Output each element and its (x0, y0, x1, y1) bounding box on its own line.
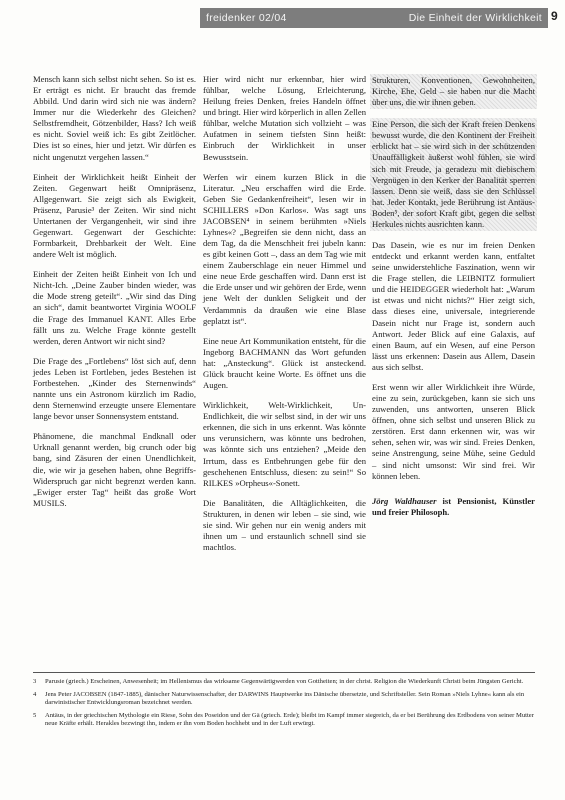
article-title: Die Einheit der Wirklichkeit (408, 12, 542, 24)
author-bio: ist Pensionist, Künstler und freier Philosoph. (372, 495, 535, 517)
page-number: 9 (551, 9, 558, 23)
footnote-text: Jens Peter JACOBSEN (1847-1885), dänischer Naturwissenschafter, der DARWINS Hauptwerke ins Dänische übersetzte, und Schriftsteller. Sein Roman »Niels Lyhne« kann als ein darwinistischer Entwicklungsroman bezeichnet werden. (45, 690, 525, 707)
footnote-number: 3 (33, 678, 37, 685)
page-header (200, 8, 548, 28)
paragraph: Die Banalitäten, die Alltäglichkeiten, die Strukturen, in denen wir leben – sie sind, wie sie sind. Wir gehen nur ein wenig anders mit ihnen um – und erstaunlich schnell sind sie machtlos. (203, 497, 366, 553)
footnote (33, 712, 535, 729)
footnote-text: Antäus, in der griechischen Mythologie ein Riese, Sohn des Poseidon und der Gä (griech. Erde); bleibt im Kampf immer siegreich, da er bei Berührung des Erdbodens von seiner Mutter neue Kräfte erhält. Herakles bezwingt ihn, indem er ihn vom Boden hochhebt und in der Luft erwürgt. (45, 711, 534, 728)
footnote (33, 678, 535, 687)
paragraph: Erst wenn wir aller Wirklichkeit ihre Würde, eine zu sein, zurückgeben, kann sie sich uns zuwenden, uns antworten, unseren Blick öffnen, ohne sich selbst und unseren Blick zu zerstören. Erst dann erkennen wir, was wir sehen, sehen wir, was wir sind. Freies Denken, seine Anstrengung, seine Mühe, seine Geduld – sind nicht umsonst: Wir sind frei. Wir können leben. (372, 381, 535, 481)
paragraph: Die Frage des „Fortlebens“ löst sich auf, denn jedes Leben ist Fortleben, jedes Bestehen ist Fortbestehen. „Kinder des Sternenwinds“ nannte uns ein Astronom kürzlich im Radio, denn Sternenwind erzeugte unsere Elementare lange bevor unser Sonnensystem entstand. (33, 355, 196, 422)
paragraph: Das Dasein, wie es nur im freien Denken entdeckt und erkannt werden kann, entfaltet seine unwiderstehliche Faszination, wenn wir die Frage stellen, die LEIBNITZ formuliert und die HEIDEGGER wiederholt hat: „Warum ist etwas und nicht nichts?“ Hier zeigt sich, dass dieses eine, universale, integrierende Dasein nicht nur Frage ist, sondern auch Antwort. Jeder Blick auf eine Galaxis, auf einen Baum, auf ein Wesen, auf eine Person lässt uns erkennen: Dasein aus Allem, Dasein aus sich selbst. (372, 240, 535, 372)
magazine-issue: freidenker 02/04 (206, 12, 287, 24)
paragraph: Hier wird nicht nur erkennbar, hier wird fühlbar, welche Lösung, Erleichterung, Heilung freies Denken, freies Handeln öffnet und bringt. Hier wird körperlich in allen Zellen fühlbar, welche Mutation sich vollzieht – was Aufatmen in seinem tiefsten Sinn heißt: Einbruch der Wirklichkeit in unser Bewusstsein. (203, 74, 366, 162)
paragraph: Werfen wir einem kurzen Blick in die Literatur. „Neu erschaffen wird die Erde. Geben Sie Gedankenfreiheit“, lesen wir in SCHILLERS »Don Karlos«. Was sagt uns JACOBSEN⁴ in seinem berühmten »Niels Lyhnes«? „Begreifen sie denn nicht, dass an dem Tag, da die Menschheit frei jubeln kann: es gibt keinen Gott –, dass an dem Tag wie mit einem Zauberschlage ein neuer Himmel und eine neue Erde geschaffen wird. Dann erst ist die Erde unser und wir gehören der Erde, wenn jene Welt der dunklen Seligkeit und der Verdammnis da draußen wie eine Blase geplatzt ist“. (203, 171, 366, 326)
footnote-text: Parusie (griech.) Erscheinen, Anwesenheit; im Hellenismus das wirksame Gegenwärtigwerden von Gottheiten; in der christ. Religion die Wiederkunft Christi beim Jüngsten Gericht. (45, 678, 524, 685)
paragraph: Eine neue Art Kommunikation entsteht, für die Ingeborg BACHMANN das Wort gefunden hat: „Ansteckung“. Glück ist ansteckend. Glück braucht keine Worte. Es öffnet uns die Augen. (203, 335, 366, 391)
author-name: Jörg Waldhauser (372, 495, 437, 506)
footnote-number: 5 (33, 711, 37, 719)
paragraph: Wirklichkeit, Welt-Wirklichkeit, Un-Endlichkeit, die wir selbst sind, in der wir uns erkennen, die sich in uns erkennt. Was könnte uns verunsichern, was könnte uns bedrohen, was könnte sich uns entziehen? „Meide den Irrtum, dass es Entbehrungen gebe für den geschehenen Entschluss, diesen: zu sein!“ So RILKES »Orpheus«-Sonett. (203, 400, 366, 488)
article-column-3 (372, 74, 535, 527)
paragraph: Einheit der Zeiten heißt Einheit von Ich und Nicht-Ich. „Deine Zauber binden wieder, was die Mode streng geteilt“. „Wir sind das Ding an sich“, damit beantwortet Virginia WOOLF die Frage des Immanuel KANT. Alles Erbe fällt uns zu. Welche Frage könnte gestellt werden, deren Antwort wir nicht sind? (33, 269, 196, 346)
article-column-1 (33, 74, 196, 518)
paragraph: Mensch kann sich selbst nicht sehen. So ist es. Er erträgt es nicht. Er braucht das fremde Abbild. Und darin wird sich nie was ändern? Immer nur die Wiederkehr des Gleichen? Selbstfremdheit, Götzenbilder, Hass? Ich weiß es nicht. Soviel weiß ich: Es gibt Zeitlöcher. Dies ist so eines, hier und jetzt. Wir dürfen es nicht ungenutzt vergehen lassen.“ (33, 74, 196, 162)
footnotes (33, 672, 535, 733)
paragraph: Phänomene, die manchmal Endknall oder Urknall genannt werden, big crunch oder big bang, sind Zäsuren der einen Unendlichkeit, die, wie wir ja gesehen haben, ohne Begriffs-Widerspruch gar nicht begrenzt werden kann. „Ewiger erster Tag“ heißt das große Wort MUSILS. (33, 431, 196, 508)
paragraph: Einheit der Wirklichkeit heißt Einheit der Zeiten. Gegenwart heißt Omnipräsenz, Allgegenwart. Sie zeigt sich als Ewigkeit, Präsenz, Parusie³ der Zeiten. Wir sind nicht Untertanen der Vergangenheit, wir sind ihre Gegenwart. Gegenwart der Geschichte: Formbarkeit, Drehbarkeit der Welt. Eine andere Welt ist möglich. (33, 171, 196, 260)
highlighted-paragraph: Strukturen, Konventionen, Gewohnheiten, Kirche, Ehe, Geld – sie haben nur die Macht über uns, die wir ihnen geben. (370, 74, 537, 109)
footnote-number: 4 (33, 690, 37, 698)
article-column-2 (203, 74, 366, 562)
footnote (33, 691, 535, 708)
highlighted-paragraph: Eine Person, die sich der Kraft freien Denkens bewusst wurde, die den Kontinent der Freiheit erblickt hat – sie wird sich in der schützenden Unauffälligkeit äußerst wohl fühlen, sie wird sich mit Freude, ja geradezu mit diebischem Vergnügen in den Kerker der Banalität sperren lassen. Denn sie weiß, dass sie den Schlüssel hat. Jeder Kontakt, jede Berührung ist Antäus-Boden⁵, der sofort Kraft gibt, gegen die selbst Herkules nichts ausrichten kann. (370, 118, 537, 231)
author-note (372, 496, 535, 518)
